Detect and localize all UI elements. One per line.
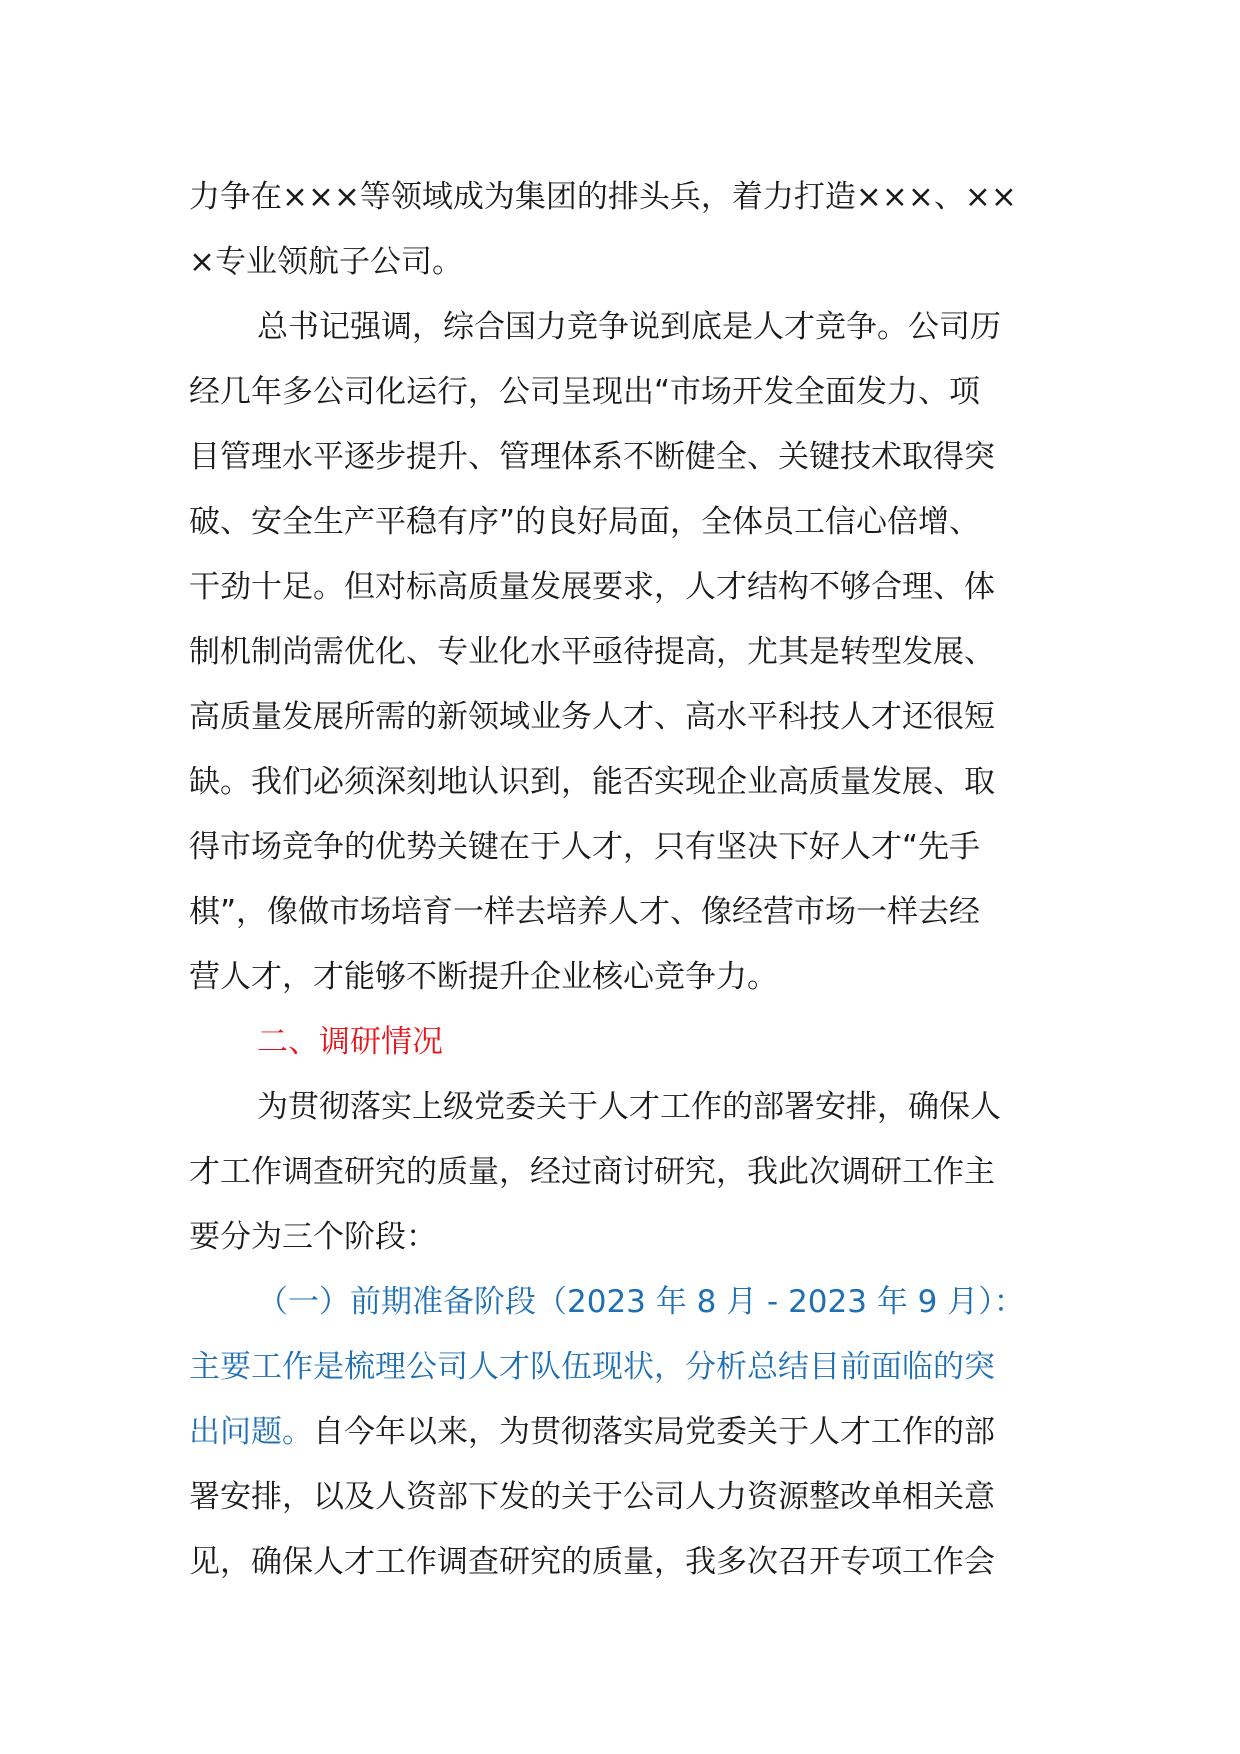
phase-highlight-end: 出问题。 bbox=[189, 1414, 313, 1450]
text-line: 见，确保人才工作调查研究的质量，我多次召开专项工作会 bbox=[189, 1544, 995, 1580]
text-line: 高质量发展所需的新领域业务人才、高水平科技人才还很短 bbox=[189, 699, 995, 735]
text-line: 破、安全生产平稳有序”的良好局面，全体员工信心倍增、 bbox=[189, 504, 981, 540]
text-line: 经几年多公司化运行，公司呈现出“市场开发全面发力、项 bbox=[189, 374, 981, 410]
text-line: 棋”，像做市场培育一样去培养人才、像经营市场一样去经 bbox=[189, 894, 981, 930]
text-line: 署安排，以及人资部下发的关于公司人力资源整改单相关意 bbox=[189, 1479, 995, 1515]
text-line: ×专业领航子公司。 bbox=[189, 244, 463, 280]
text-line: 得市场竞争的优势关键在于人才，只有坚决下好人才“先手 bbox=[189, 829, 981, 865]
document-page bbox=[189, 165, 1054, 1595]
text-line: 干劲十足。但对标高质量发展要求，人才结构不够合理、体 bbox=[189, 569, 995, 605]
text-line: 力争在×××等领域成为集团的排头兵，着力打造×××、×× bbox=[189, 179, 1017, 215]
text-line: 目管理水平逐步提升、管理体系不断健全、关键技术取得突 bbox=[189, 439, 995, 475]
text-line: 缺。我们必须深刻地认识到，能否实现企业高质量发展、取 bbox=[189, 764, 995, 800]
phase-text: 自今年以来，为贯彻落实局党委关于人才工作的部 bbox=[313, 1414, 995, 1450]
text-line: 要分为三个阶段： bbox=[189, 1219, 437, 1255]
text-line bbox=[189, 1400, 1054, 1465]
text-line: 制机制尚需优化、专业化水平亟待提高，尤其是转型发展、 bbox=[189, 634, 995, 670]
phase-heading: （一）前期准备阶段（2023 年 8 月 - 2023 年 9 月）： bbox=[257, 1284, 1025, 1320]
section-heading: 二、调研情况 bbox=[257, 1024, 443, 1060]
text-line: 营人才，才能够不断提升企业核心竞争力。 bbox=[189, 959, 778, 995]
paragraph-first-line: 总书记强调，综合国力竞争说到底是人才竞争。公司历 bbox=[257, 309, 1001, 345]
text-line: 才工作调查研究的质量，经过商讨研究，我此次调研工作主 bbox=[189, 1154, 995, 1190]
phase-highlight-line: 主要工作是梳理公司人才队伍现状，分析总结目前面临的突 bbox=[189, 1349, 995, 1385]
paragraph-first-line: 为贯彻落实上级党委关于人才工作的部署安排，确保人 bbox=[257, 1089, 1001, 1125]
